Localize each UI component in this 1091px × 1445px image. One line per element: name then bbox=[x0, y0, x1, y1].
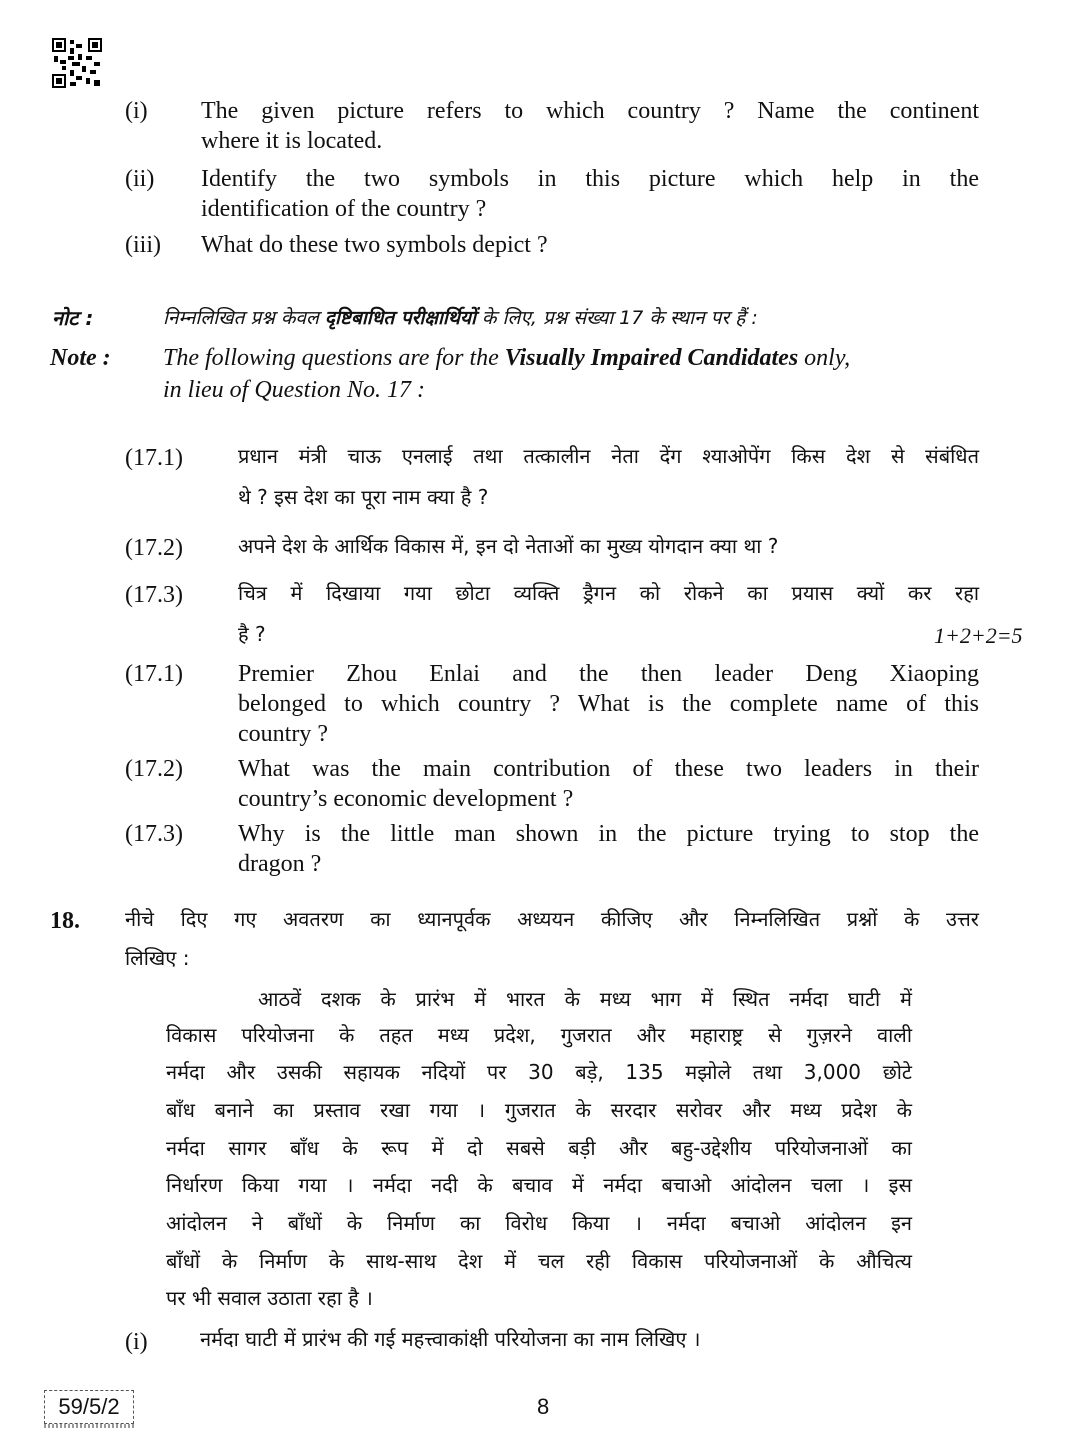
note-text-part: के लिए, प्रश्न संख्या 17 के स्थान पर हैं : bbox=[475, 307, 758, 329]
question-number: (17.3) bbox=[125, 821, 183, 847]
question-text: थे ? इस देश का पूरा नाम क्या है ? bbox=[238, 485, 489, 509]
question-text: The given picture refers to which country ? Name the continent bbox=[201, 98, 979, 124]
note-text-part: The following questions are for the bbox=[163, 345, 505, 371]
passage-line: आंदोलन ने बाँधों के निर्माण का विरोध किया । नर्मदा बचाओ आंदोलन इन bbox=[166, 1211, 912, 1235]
passage-line: पर भी सवाल उठाता रहा है । bbox=[166, 1286, 373, 1310]
question-text: है ? bbox=[238, 622, 266, 646]
passage-line: नर्मदा और उसकी सहायक नदियों पर 30 बड़े, 135 मझोले तथा 3,000 छोटे bbox=[166, 1060, 912, 1084]
question-number: (17.2) bbox=[125, 535, 183, 561]
question-text: country’s economic development ? bbox=[238, 786, 574, 812]
question-text: where it is located. bbox=[201, 128, 383, 154]
note-label-english: Note : bbox=[50, 345, 111, 371]
question-instruction: नीचे दिए गए अवतरण का ध्यानपूर्वक अध्ययन कीजिए और निम्नलिखित प्रश्नों के उत्तर bbox=[125, 907, 979, 931]
note-text-part: only, bbox=[798, 345, 851, 371]
question-number: (i) bbox=[125, 1329, 148, 1355]
question-number: (ii) bbox=[125, 166, 155, 192]
passage-line: विकास परियोजना के तहत मध्य प्रदेश, गुजरात और महाराष्ट्र से गुज़रने वाली bbox=[166, 1023, 912, 1047]
question-text: Premier Zhou Enlai and the then leader Deng Xiaoping bbox=[238, 661, 979, 687]
note-text-part: निम्नलिखित प्रश्न केवल bbox=[163, 307, 325, 329]
question-number: (17.3) bbox=[125, 582, 183, 608]
note-text-emphasis: Visually Impaired Candidates bbox=[504, 345, 799, 371]
passage-line: बाँध बनाने का प्रस्ताव रखा गया । गुजरात के सरदार सरोवर और मध्य प्रदेश के bbox=[166, 1098, 912, 1122]
passage-line: आठवें दशक के प्रारंभ में भारत के मध्य भाग में स्थित नर्मदा घाटी में bbox=[258, 987, 912, 1011]
question-text: country ? bbox=[238, 721, 328, 747]
qr-code-icon bbox=[52, 38, 102, 88]
passage-line: निर्धारण किया गया । नर्मदा नदी के बचाव में नर्मदा बचाओ आंदोलन चला । इस bbox=[166, 1173, 912, 1197]
question-text: नर्मदा घाटी में प्रारंभ की गई महत्त्वाकांक्षी परियोजना का नाम लिखिए । bbox=[200, 1327, 701, 1351]
passage-line: नर्मदा सागर बाँध के रूप में दो सबसे बड़ी और बहु-उद्देशीय परियोजनाओं का bbox=[166, 1136, 912, 1160]
page-number: 8 bbox=[537, 1394, 550, 1419]
question-number: (iii) bbox=[125, 232, 161, 258]
paper-code-box: 59/5/2 bbox=[44, 1390, 134, 1424]
note-text-hindi bbox=[163, 303, 758, 333]
question-text: अपने देश के आर्थिक विकास में, इन दो नेताओं का मुख्य योगदान क्या था ? bbox=[238, 534, 779, 558]
microprint-strip bbox=[44, 1424, 134, 1428]
note-text-emphasis: दृष्टिबाधित परीक्षार्थियों bbox=[324, 307, 476, 329]
marks-allocation: 1+2+2=5 bbox=[934, 623, 1023, 648]
question-text: Identify the two symbols in this picture which help in the bbox=[201, 166, 979, 192]
question-number: (17.1) bbox=[125, 661, 183, 687]
question-number: 18. bbox=[50, 908, 80, 934]
question-number: (17.2) bbox=[125, 756, 183, 782]
question-instruction: लिखिए : bbox=[125, 946, 190, 970]
question-text: belonged to which country ? What is the complete name of this bbox=[238, 691, 979, 717]
question-text: identification of the country ? bbox=[201, 196, 487, 222]
question-number: (i) bbox=[125, 98, 148, 124]
question-text: What was the main contribution of these two leaders in their bbox=[238, 756, 979, 782]
note-text-english: in lieu of Question No. 17 : bbox=[163, 377, 425, 403]
question-text: चित्र में दिखाया गया छोटा व्यक्ति ड्रैगन को रोकने का प्रयास क्यों कर रहा bbox=[238, 581, 979, 605]
question-text: What do these two symbols depict ? bbox=[201, 232, 548, 258]
note-text-english bbox=[163, 343, 850, 373]
question-number: (17.1) bbox=[125, 445, 183, 471]
question-text: dragon ? bbox=[238, 851, 322, 877]
question-text: प्रधान मंत्री चाऊ एनलाई तथा तत्कालीन नेता देंग श्याओपेंग किस देश से संबंधित bbox=[238, 444, 979, 468]
question-text: Why is the little man shown in the picture trying to stop the bbox=[238, 821, 979, 847]
passage-line: बाँधों के निर्माण के साथ-साथ देश में चल रही विकास परियोजनाओं के औचित्य bbox=[166, 1249, 912, 1273]
note-label-hindi: नोट : bbox=[52, 306, 94, 330]
